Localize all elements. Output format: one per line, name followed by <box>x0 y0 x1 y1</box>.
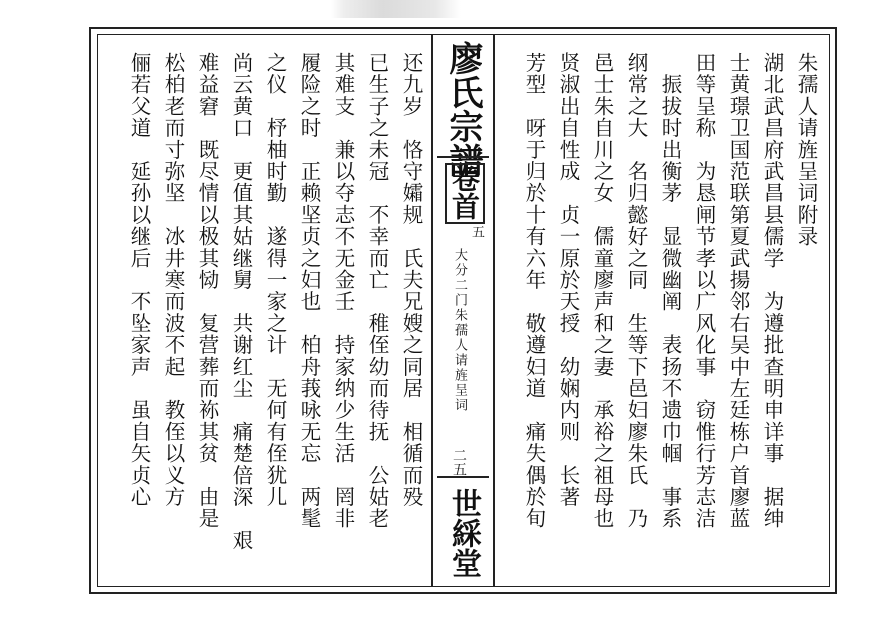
text-column: 之仪 杼柚时勤 遂得一家之计 无何有侄犹儿 <box>263 52 287 508</box>
section-caption: 大分二门朱孺人请旌呈词 <box>452 248 467 413</box>
text-column: 邑士朱自川之女 儒童廖声和之妻 承裕之祖母也 <box>590 52 614 530</box>
text-column: 还九岁 恪守孀规 氏夫兄嫂之同居 相循而殁 <box>399 52 423 508</box>
fishtail-rule-bottom <box>437 476 489 478</box>
text-column: 振拔时出衡茅 显微幽阐 表扬不遗巾帼 事系 <box>658 52 682 530</box>
text-column: 俪若父道 延孙以继后 不坠家声 虽自矢贞心 <box>127 52 151 508</box>
text-column: 士黄璟卫国范联第夏武揚邻右吴中左廷栋户首廖蓝 <box>726 52 750 530</box>
hall-name: 世綵堂 <box>446 488 481 578</box>
text-column: 田等呈称 为恳闸节孝以广风化事 窃惟行芳志洁 <box>692 52 716 530</box>
text-column: 尚云黄口 更值其姑继舅 共谢红尘 痛楚倍深 艰 <box>229 52 253 552</box>
text-column: 芳型 呀于归於十有六年 敬遵妇道 痛失偶於旬 <box>522 52 546 530</box>
text-column: 湖北武昌府武昌县儒学 为遵批查明申详事 据绅 <box>760 52 784 530</box>
juan-label: 卷首 <box>448 164 481 220</box>
text-column: 已生子之未冠 不幸而亡 稚侄幼而待抚 公姑老 <box>365 52 389 530</box>
text-column: 履险之时 正赖坚贞之妇也 柏舟莪咏无忘 两髦 <box>297 52 321 530</box>
library-stamp-smudge <box>331 0 461 18</box>
text-column: 贤淑出自性成 贞一原於天授 幼娴内则 长著 <box>556 52 580 508</box>
fishtail-rule-top <box>437 156 489 158</box>
text-column: 其难支 兼以夺志不无金壬 持家纳少生活 罔非 <box>331 52 355 530</box>
text-column: 纲常之大 名归懿好之同 生等下邑妇廖朱氏 乃 <box>624 52 648 530</box>
text-column: 难益窘 既尽情以极其恸 复营葬而袮其贫 由是 <box>195 52 219 530</box>
text-column: 朱孺人请旌呈词附录 <box>794 52 818 248</box>
text-column: 松柏老而寸弥坚 冰井寒而波不起 教侄以义方 <box>161 52 185 508</box>
book-title: 廖氏宗譜 <box>443 41 483 177</box>
page-number: 二五 <box>451 448 467 476</box>
leaf-number: 五 <box>469 225 484 238</box>
